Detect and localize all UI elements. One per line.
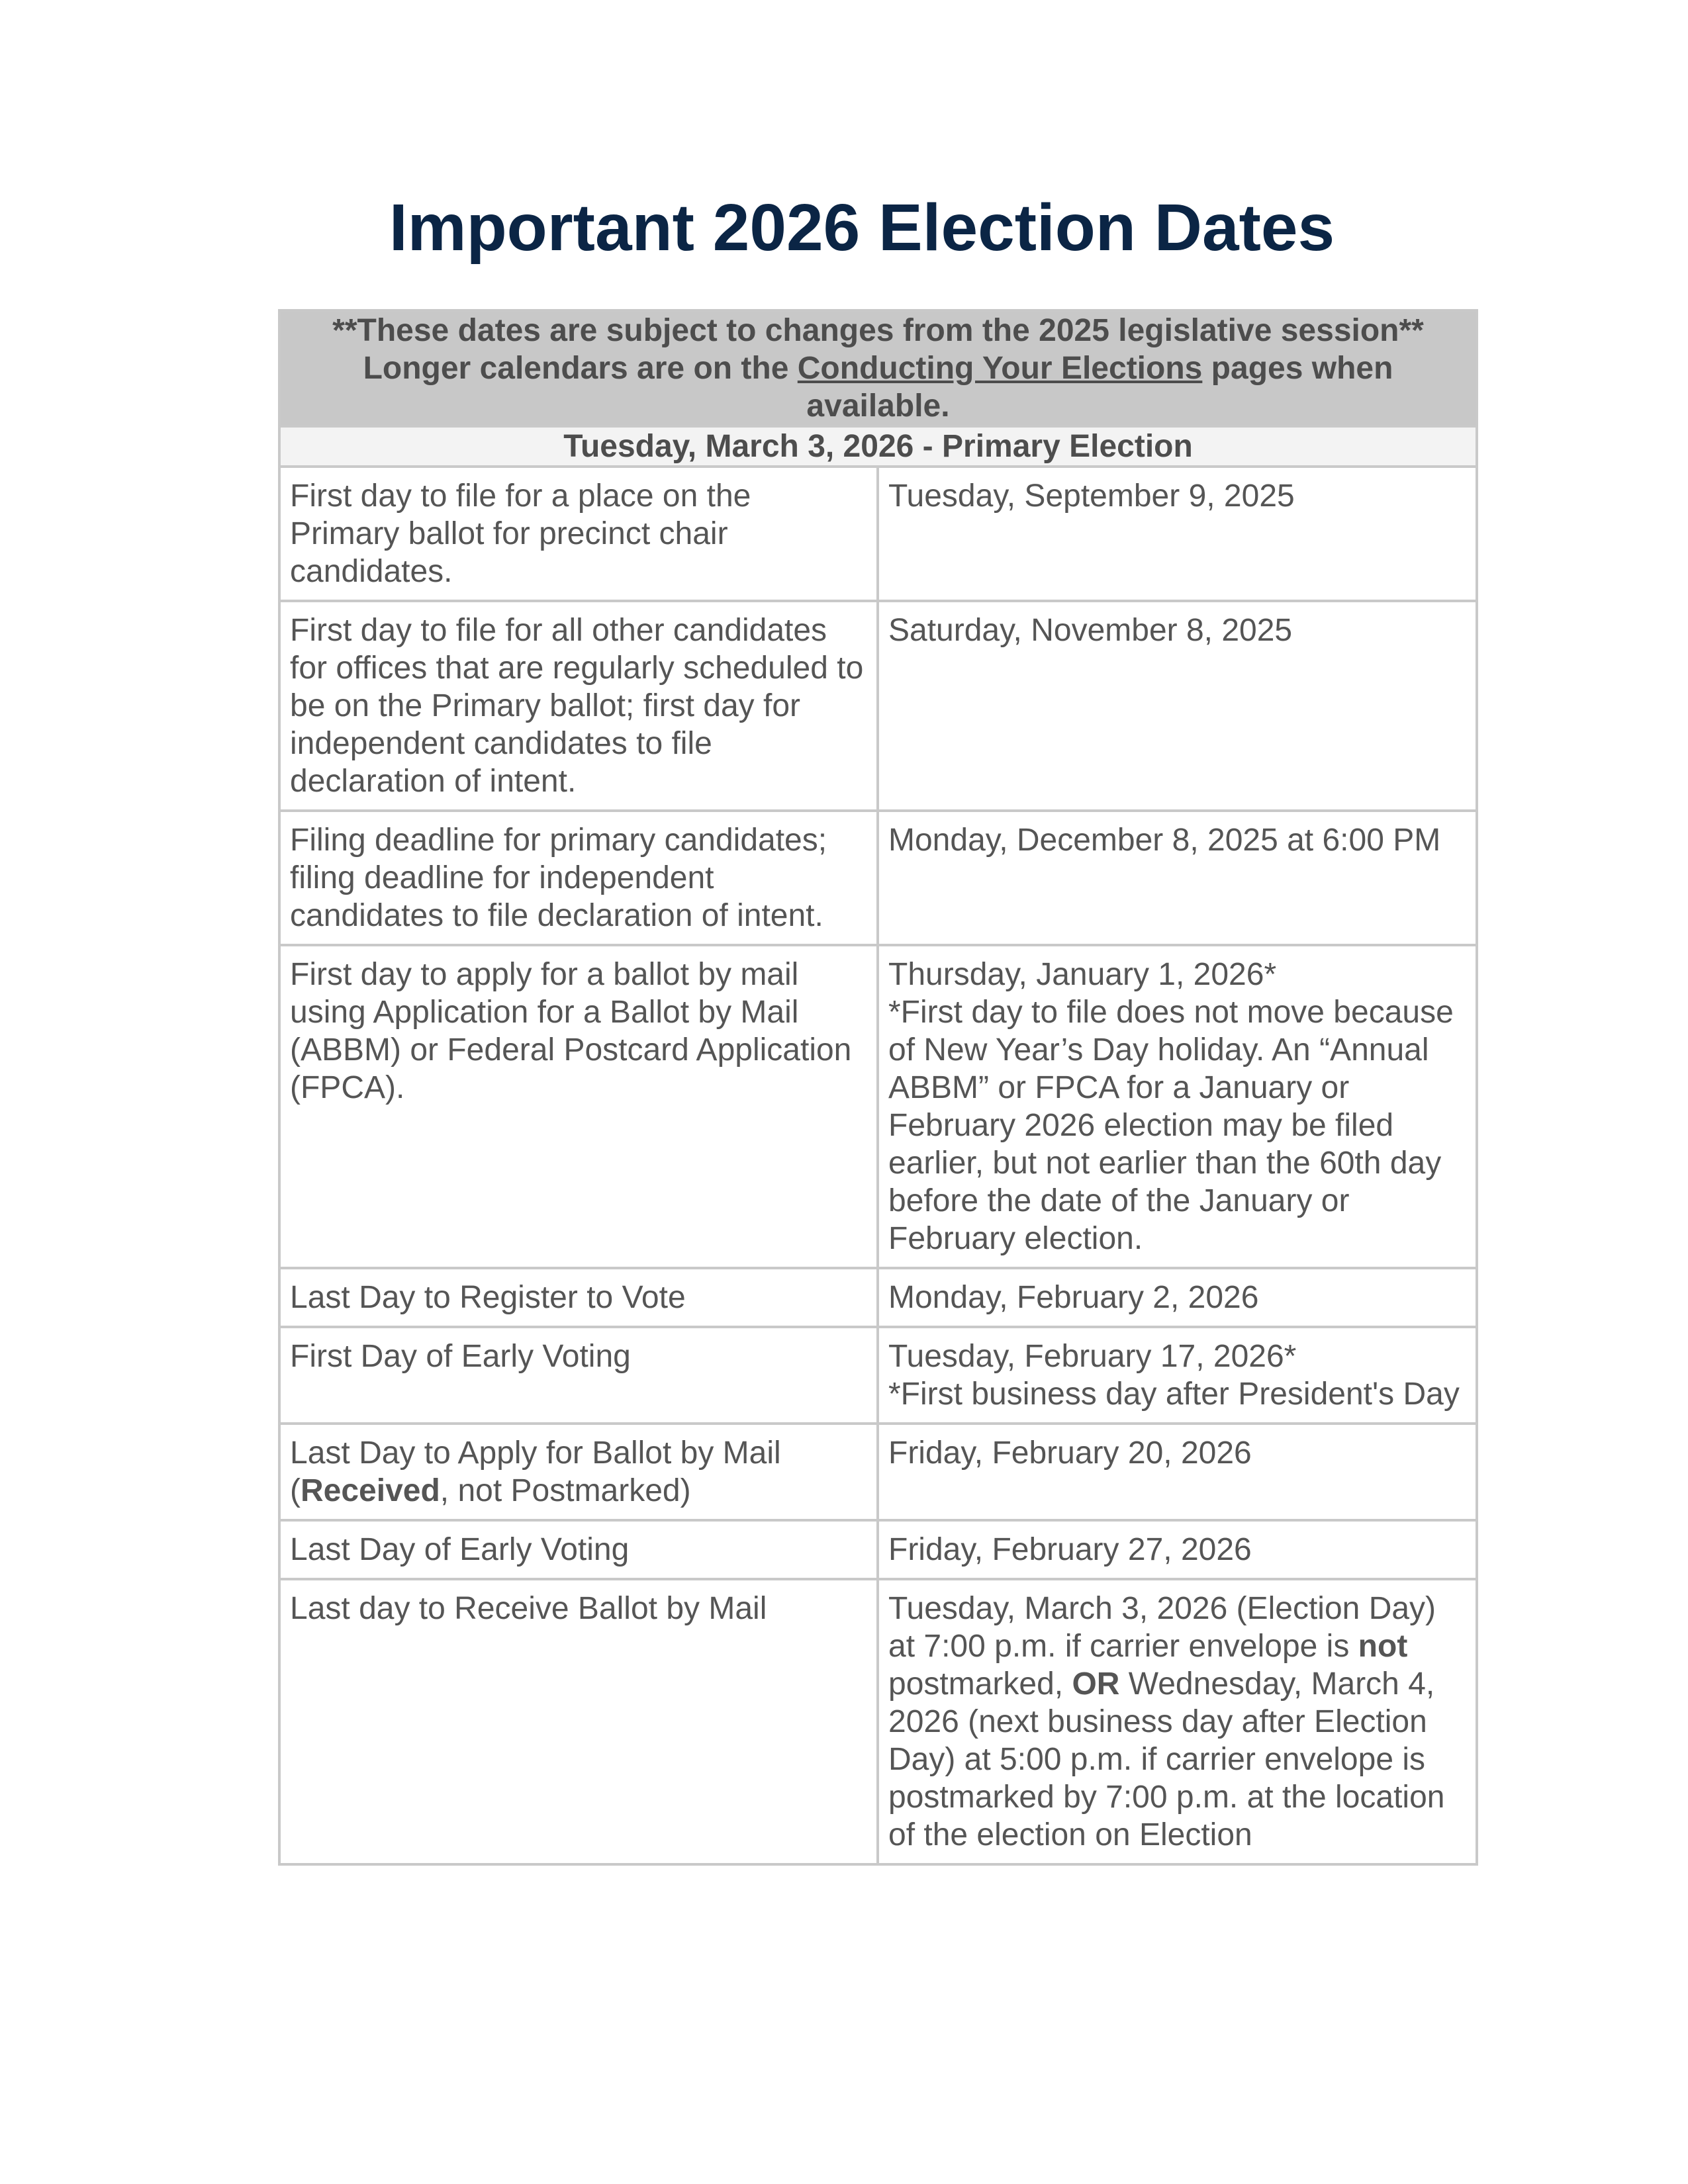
table-row	[279, 601, 1477, 811]
table-row	[279, 811, 1477, 945]
event-label: First day to file for a place on the Primary ballot for precinct chair candidates.	[279, 467, 878, 601]
event-date: Monday, February 2, 2026	[878, 1268, 1477, 1327]
notice-text: Longer calendars are on the	[363, 351, 798, 386]
event-date-cell	[878, 945, 1477, 1268]
event-date-text: postmarked,	[888, 1666, 1072, 1702]
table-row	[279, 1327, 1477, 1424]
event-note: *First day to file does not move because of New Year’s Day holiday. An “Annual ABBM” or FPCA for a January or February 2026 election may be filed earlier, but not earlier than the 60th day before the date of the January or February election.	[888, 995, 1454, 1256]
event-label-text-end: , not Postmarked)	[440, 1473, 691, 1508]
table-row	[279, 1424, 1477, 1520]
event-label: Last Day of Early Voting	[279, 1520, 878, 1579]
event-label-emphasis: Received	[300, 1473, 440, 1508]
notice-row	[279, 310, 1477, 426]
event-date-emphasis: not	[1358, 1629, 1408, 1664]
event-date-cell	[878, 1327, 1477, 1424]
event-note: *First business day after President's Day	[888, 1377, 1460, 1412]
event-label: Last Day to Register to Vote	[279, 1268, 878, 1327]
event-label: First day to apply for a ballot by mail using Application for a Ballot by Mail (ABBM) or Federal Postcard Application (FPCA).	[279, 945, 878, 1268]
event-label: Filing deadline for primary candidates; filing deadline for independent candidates to file declaration of intent.	[279, 811, 878, 945]
table-row	[279, 1579, 1477, 1864]
table-row	[279, 467, 1477, 601]
notice-cell	[279, 310, 1477, 426]
event-date: Tuesday, September 9, 2025	[878, 467, 1477, 601]
event-date-text: Wednesday, March 4, 2026 (next business day after Election Day) at 5:00 p.m. if carrier envelope is postmarked by 7:00 p.m. at the location of the election on Election	[888, 1666, 1445, 1852]
event-date: Friday, February 27, 2026	[878, 1520, 1477, 1579]
table-row	[279, 1268, 1477, 1327]
event-label: First day to file for all other candidates for offices that are regularly scheduled to be on the Primary ballot; first day for independent candidates to file declaration of intent.	[279, 601, 878, 811]
event-date: Tuesday, February 17, 2026*	[888, 1339, 1297, 1374]
event-date: Friday, February 20, 2026	[878, 1424, 1477, 1520]
notice-line-1: **These dates are subject to changes from the 2025 legislative session**	[332, 313, 1424, 348]
event-label: First Day of Early Voting	[279, 1327, 878, 1424]
event-label	[279, 1424, 878, 1520]
event-date: Thursday, January 1, 2026*	[888, 957, 1277, 992]
section-row	[279, 426, 1477, 467]
event-date	[878, 1579, 1477, 1864]
event-date-emphasis: OR	[1072, 1666, 1120, 1702]
page-title: Important 2026 Election Dates	[389, 191, 1335, 265]
event-label-text: Last Day to Apply for Ballot by Mail (	[290, 1435, 781, 1508]
section-heading: Tuesday, March 3, 2026 - Primary Election	[279, 426, 1477, 467]
event-date: Saturday, November 8, 2025	[878, 601, 1477, 811]
table-row	[279, 1520, 1477, 1579]
notice-text-end: pages when available.	[806, 351, 1393, 424]
table-row	[279, 945, 1477, 1268]
event-date-text: Tuesday, March 3, 2026 (Election Day) at 7:00 p.m. if carrier envelope is	[888, 1591, 1436, 1664]
event-date: Monday, December 8, 2025 at 6:00 PM	[878, 811, 1477, 945]
conducting-your-elections-link[interactable]: Conducting Your Elections	[797, 351, 1203, 386]
election-dates-table	[278, 309, 1478, 1866]
event-label: Last day to Receive Ballot by Mail	[279, 1579, 878, 1864]
notice-line-2	[363, 351, 1393, 424]
